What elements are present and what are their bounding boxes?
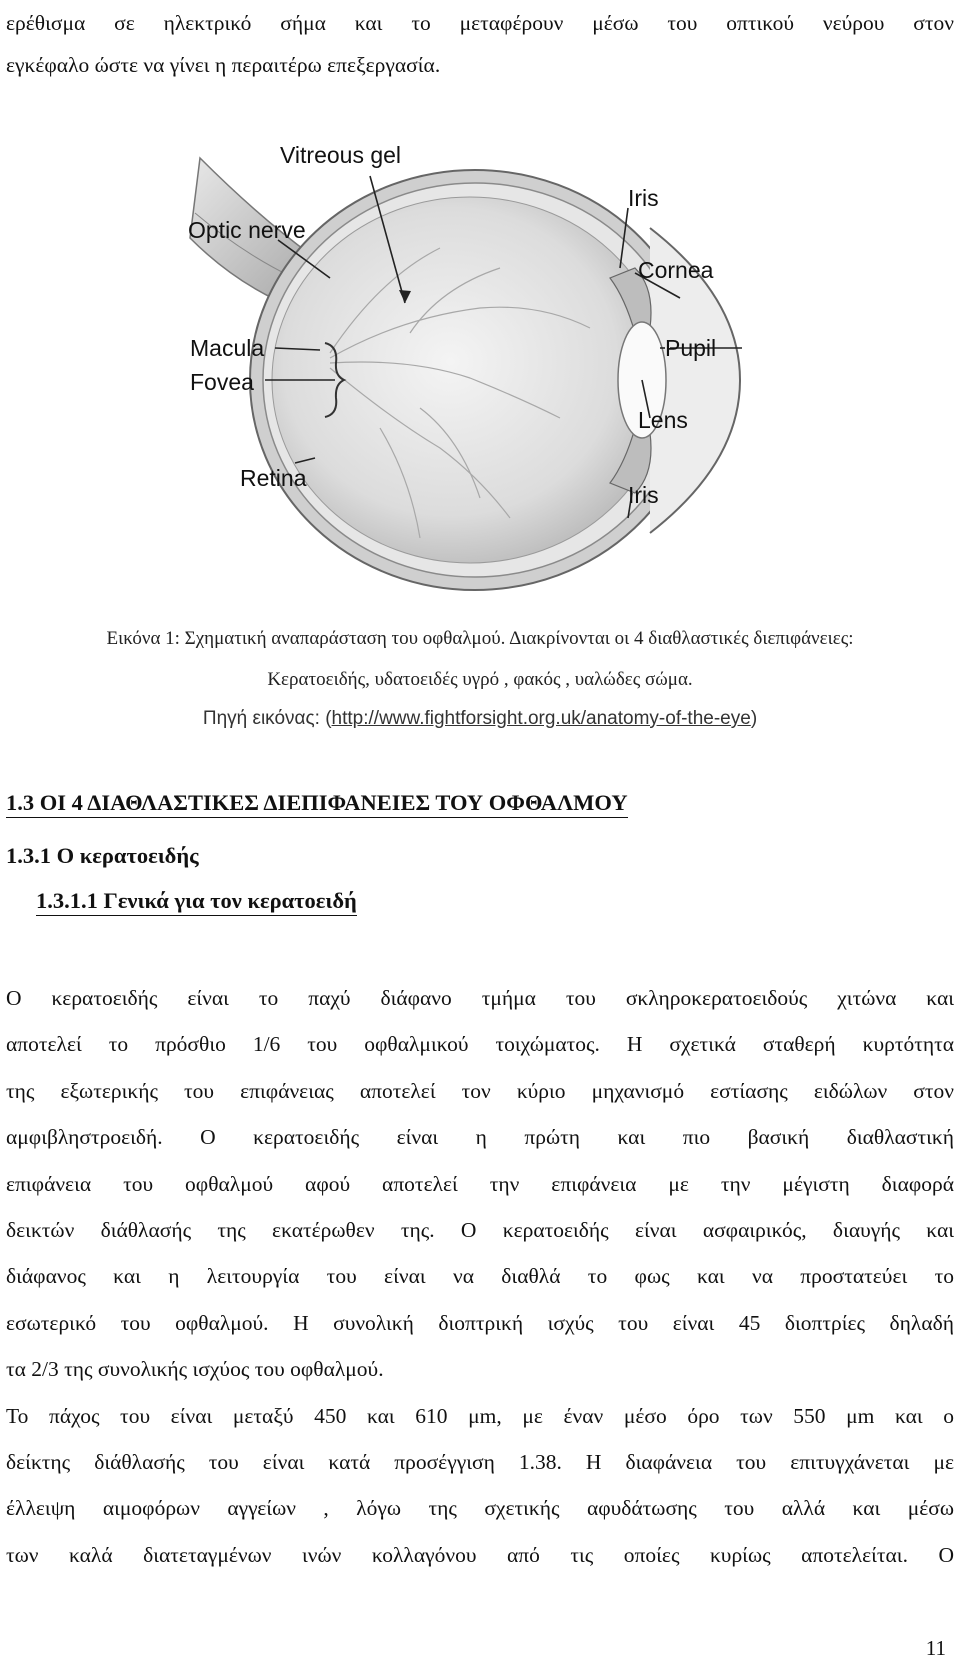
body-line: Το πάχος του είναι μεταξύ 450 και 610 μm, με έναν μέσο όρο των 550 μm και ο — [6, 1403, 954, 1428]
label-lens: Lens — [638, 407, 688, 433]
figure-caption-line-1: Εικόνα 1: Σχηματική αναπαράσταση του οφθαλμού. Διακρίνονται οι 4 διαθλαστικές διεπιφάνειες: — [106, 628, 854, 649]
intro-line-2: εγκέφαλο ώστε να γίνει η περαιτέρω επεξεργασία. — [6, 53, 441, 77]
body-line: Ο κερατοειδής είναι το παχύ διάφανο τμήμα του σκληροκερατοειδούς χιτώνα και — [6, 986, 954, 1010]
eye-anatomy-figure — [180, 118, 780, 598]
label-fovea: Fovea — [190, 369, 254, 395]
body-line: δείκτης διάθλασής του είναι κατά προσέγγιση 1.38. Η διαφάνεια του επιτυγχάνεται με — [6, 1449, 954, 1474]
label-iris-bottom: Iris — [628, 482, 659, 508]
body-line: αμφιβληστροειδή. Ο κερατοειδής είναι η πρώτη και πιο βασική διαθλαστική — [6, 1125, 954, 1150]
label-cornea: Cornea — [638, 257, 714, 283]
section-heading-1-3: 1.3 ΟΙ 4 ΔΙΑΘΛΑΣΤΙΚΕΣ ΔΙΕΠΙΦΑΝΕΙΕΣ ΤΟΥ ΟΦΘΑΛΜΟΥ — [6, 790, 628, 818]
figure-caption-line-2: Κερατοειδής, υδατοειδές υγρό , φακός , υαλώδες σώμα. — [267, 669, 693, 690]
body-text — [6, 975, 954, 1578]
label-vitreous-gel: Vitreous gel — [280, 142, 402, 168]
label-iris-top: Iris — [628, 185, 659, 211]
body-line: των καλά διατεταγμένων ινών κολλαγόνου από τις οποίες κυρίως αποτελείται. Ο — [6, 1542, 954, 1567]
eye-diagram — [180, 118, 780, 598]
label-pupil: Pupil — [665, 335, 717, 361]
body-line: αποτελεί το πρόσθιο 1/6 του οφθαλμικού τοιχώματος. Η σχετικά σταθερή κυρτότητα — [6, 1032, 954, 1057]
body-line: τα 2/3 της συνολικής ισχύος του οφθαλμού. — [6, 1357, 384, 1382]
section-heading-1-3-1: 1.3.1 Ο κερατοειδής — [6, 843, 199, 868]
label-macula: Macula — [190, 335, 265, 361]
label-retina: Retina — [240, 465, 307, 491]
body-line: διάφανος και η λειτουργία του είναι να διαθλά το φως και να προστατεύει το — [6, 1264, 954, 1289]
body-line: έλλειψη αιμοφόρων αγγείων , λόγω της σχετικής αφυδάτωσης του αλλά και μέσω — [6, 1496, 954, 1521]
body-line: της εξωτερικής του επιφάνειας αποτελεί τον κύριο μηχανισμό εστίασης ειδώλων στον — [6, 1078, 954, 1103]
label-optic-nerve: Optic nerve — [188, 217, 306, 243]
figure-source-link[interactable]: http://www.fightforsight.org.uk/anatomy-of-the-eye — [331, 708, 751, 729]
intro-line-1: ερέθισμα σε ηλεκτρικό σήμα και το μεταφέρουν μέσω του οπτικού νεύρου στον — [6, 11, 954, 35]
body-line: επιφάνεια του οφθαλμού αφού αποτελεί την επιφάνεια με την μέγιστη διαφορά — [6, 1171, 954, 1196]
section-heading-1-3-1-1: 1.3.1.1 Γενικά για τον κερατοειδή — [36, 888, 357, 916]
figure-source-prefix: Πηγή εικόνας: ( — [202, 708, 332, 729]
page-number: 11 — [925, 1636, 946, 1660]
figure-source-suffix: ) — [750, 708, 758, 729]
intro-paragraph — [6, 2, 954, 86]
body-line: δεικτών διάθλασής της εκατέρωθεν της. Ο κερατοειδής είναι ασφαιρικός, διαυγής και — [6, 1217, 954, 1242]
body-line: εσωτερικό του οφθαλμού. Η συνολική διοπτρική ισχύς του είναι 45 διοπτρίες δηλαδή — [6, 1310, 954, 1335]
figure-source — [0, 708, 960, 730]
